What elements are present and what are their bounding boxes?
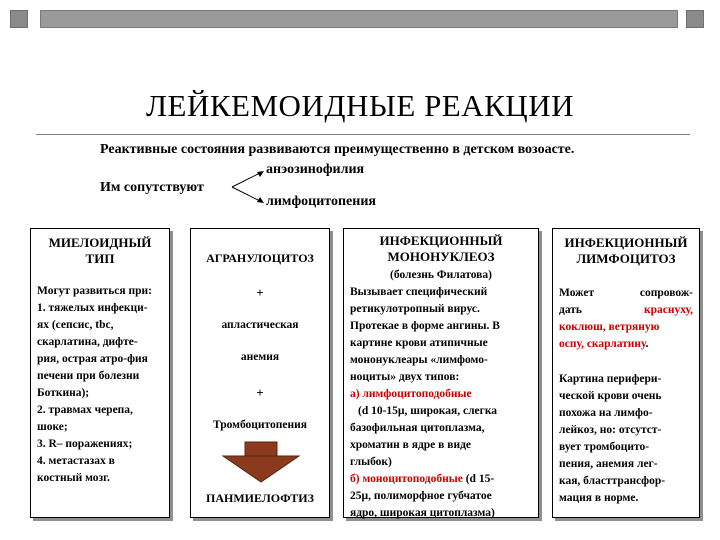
aplastic-label: апластическая: [221, 319, 299, 331]
myeloid-text-line: шоке;: [37, 421, 68, 433]
panmyelophthisis-label: ПАНМИЕЛОФТИЗ: [206, 491, 314, 505]
lymphocytosis-box: [552, 228, 700, 518]
top-decoration-bar: [40, 10, 678, 28]
mononucleosis-line: ноциты» двух типов:: [350, 371, 460, 383]
accompany-item-2: лимфоцитопения: [266, 194, 376, 209]
myeloid-title-line-2: ТИП: [85, 251, 115, 266]
myeloid-text-line: 2. травмах черепа,: [37, 404, 133, 416]
mononucleosis-line: глыбок): [350, 456, 392, 468]
lymphocytosis-title-line-2: ЛИМФОЦИТОЗ: [576, 251, 676, 266]
lymphocytosis-line: лейкоз, но: отсутст-: [559, 424, 662, 436]
mononucleosis-line: (болезнь Филатова): [390, 269, 492, 281]
corner-square-left: [10, 10, 28, 28]
lymphocytosis-red-text: оспу, скарлатину: [559, 338, 646, 350]
mononucleosis-line: 25µ, полиморфное губчатое: [350, 490, 492, 502]
myeloid-text-line: Боткина);: [37, 387, 90, 399]
slide-title: ЛЕЙКЕМОИДНЫЕ РЕАКЦИИ: [146, 88, 574, 123]
lymphocytosis-period: .: [645, 338, 649, 350]
lymphocyte-like-label: а) лимфоцитоподобные: [350, 388, 472, 400]
mononucleosis-line: мононуклеары «лимфомо-: [350, 354, 488, 366]
down-arrow-icon: [221, 441, 301, 483]
lymphocytosis-line: мация в норме.: [559, 492, 639, 504]
plus-sign-1: +: [256, 285, 264, 300]
myeloid-text-line: рия, острая атро-фия: [37, 353, 148, 365]
myeloid-text-line: 1. тяжелых инфекци-: [37, 302, 148, 314]
mononucleosis-line: хроматин в ядре в виде: [350, 439, 472, 451]
mononucleosis-line: картине крови атипичные: [350, 337, 488, 349]
lymphocytosis-line: ческой крови очень: [559, 390, 662, 402]
accompany-label: Им сопутствуют: [100, 180, 204, 195]
mononucleosis-line: ядро, широкая цитоплазма): [350, 507, 495, 519]
mononucleosis-line: ретикулотропный вирус.: [350, 303, 480, 315]
agranulocytosis-box: [190, 228, 330, 518]
lymphocytosis-red-line: коклюш, ветряную: [559, 321, 660, 333]
lymphocytosis-line: кая, бласттрансфор-: [559, 475, 666, 487]
accompany-arrows: [228, 162, 268, 212]
myeloid-type-box: [30, 228, 170, 518]
lymphocytosis-line: [559, 302, 693, 319]
mononucleosis-box: [343, 228, 539, 518]
monocyte-like-line: [350, 471, 532, 488]
mononucleosis-line: Протекае в форме ангины. В: [350, 320, 500, 332]
myeloid-text-line: скарлатина, дифте-: [37, 336, 138, 348]
anemia-label: анемия: [240, 351, 280, 363]
intro-text: Реактивные состояния развиваются преимущественно в детском возоасте.: [100, 142, 575, 157]
myeloid-text-line: Могут развиться при:: [37, 285, 152, 297]
lymphocytosis-line: Картина перифери-: [559, 373, 662, 385]
mononucleosis-line: (d 10-15µ, широкая, слегка: [358, 405, 498, 417]
lymphocytosis-line: [559, 285, 693, 302]
lymphocytosis-line: [559, 336, 693, 353]
mononucleosis-line: Вызывает специфический: [350, 286, 488, 298]
title-divider: [36, 134, 690, 135]
monocyte-like-suffix: (d 15-: [462, 473, 495, 485]
corner-square-right: [686, 10, 704, 28]
myeloid-text-line: костный мозг.: [37, 472, 110, 484]
mononucleosis-title-line-1: ИНФЕКЦИОННЫЙ: [379, 233, 503, 248]
myeloid-text-line: ях (сепсис, tbc,: [37, 319, 114, 331]
lymphocytosis-red-word: краснуху,: [643, 304, 693, 316]
lymphocytosis-line: вует тромбоцито-: [559, 441, 650, 453]
mononucleosis-title-line-2: МОНОНУКЛЕОЗ: [387, 249, 495, 264]
lymphocytosis-word: сопровож-: [639, 287, 693, 299]
lymphocytosis-line: пения, анемия лег-: [559, 458, 658, 470]
myeloid-text-line: 3. R– поражениях;: [37, 438, 133, 450]
myeloid-text-line: печени при болезни: [37, 370, 140, 382]
plus-sign-2: +: [256, 385, 264, 400]
accompany-item-1: анэозинофилия: [266, 162, 365, 177]
myeloid-title-line-1: МИЕЛОИДНЫЙ: [48, 235, 152, 250]
myeloid-text-line: 4. метастазах в: [37, 455, 115, 467]
agranulocytosis-title: АГРАНУЛОЦИТОЗ: [206, 251, 314, 265]
thrombocytopenia-label: Тромбоцитопения: [212, 419, 308, 431]
lymphocytosis-word: дать: [559, 304, 582, 316]
lymphocytosis-title-line-1: ИНФЕКЦИОННЫЙ: [564, 235, 688, 250]
monocyte-like-label: б) моноцитоподобные: [350, 473, 463, 485]
lymphocytosis-word: Может: [559, 287, 595, 299]
mononucleosis-line: базофильная цитоплазма,: [350, 422, 485, 434]
lymphocytosis-line: похожа на лимфо-: [559, 407, 653, 419]
